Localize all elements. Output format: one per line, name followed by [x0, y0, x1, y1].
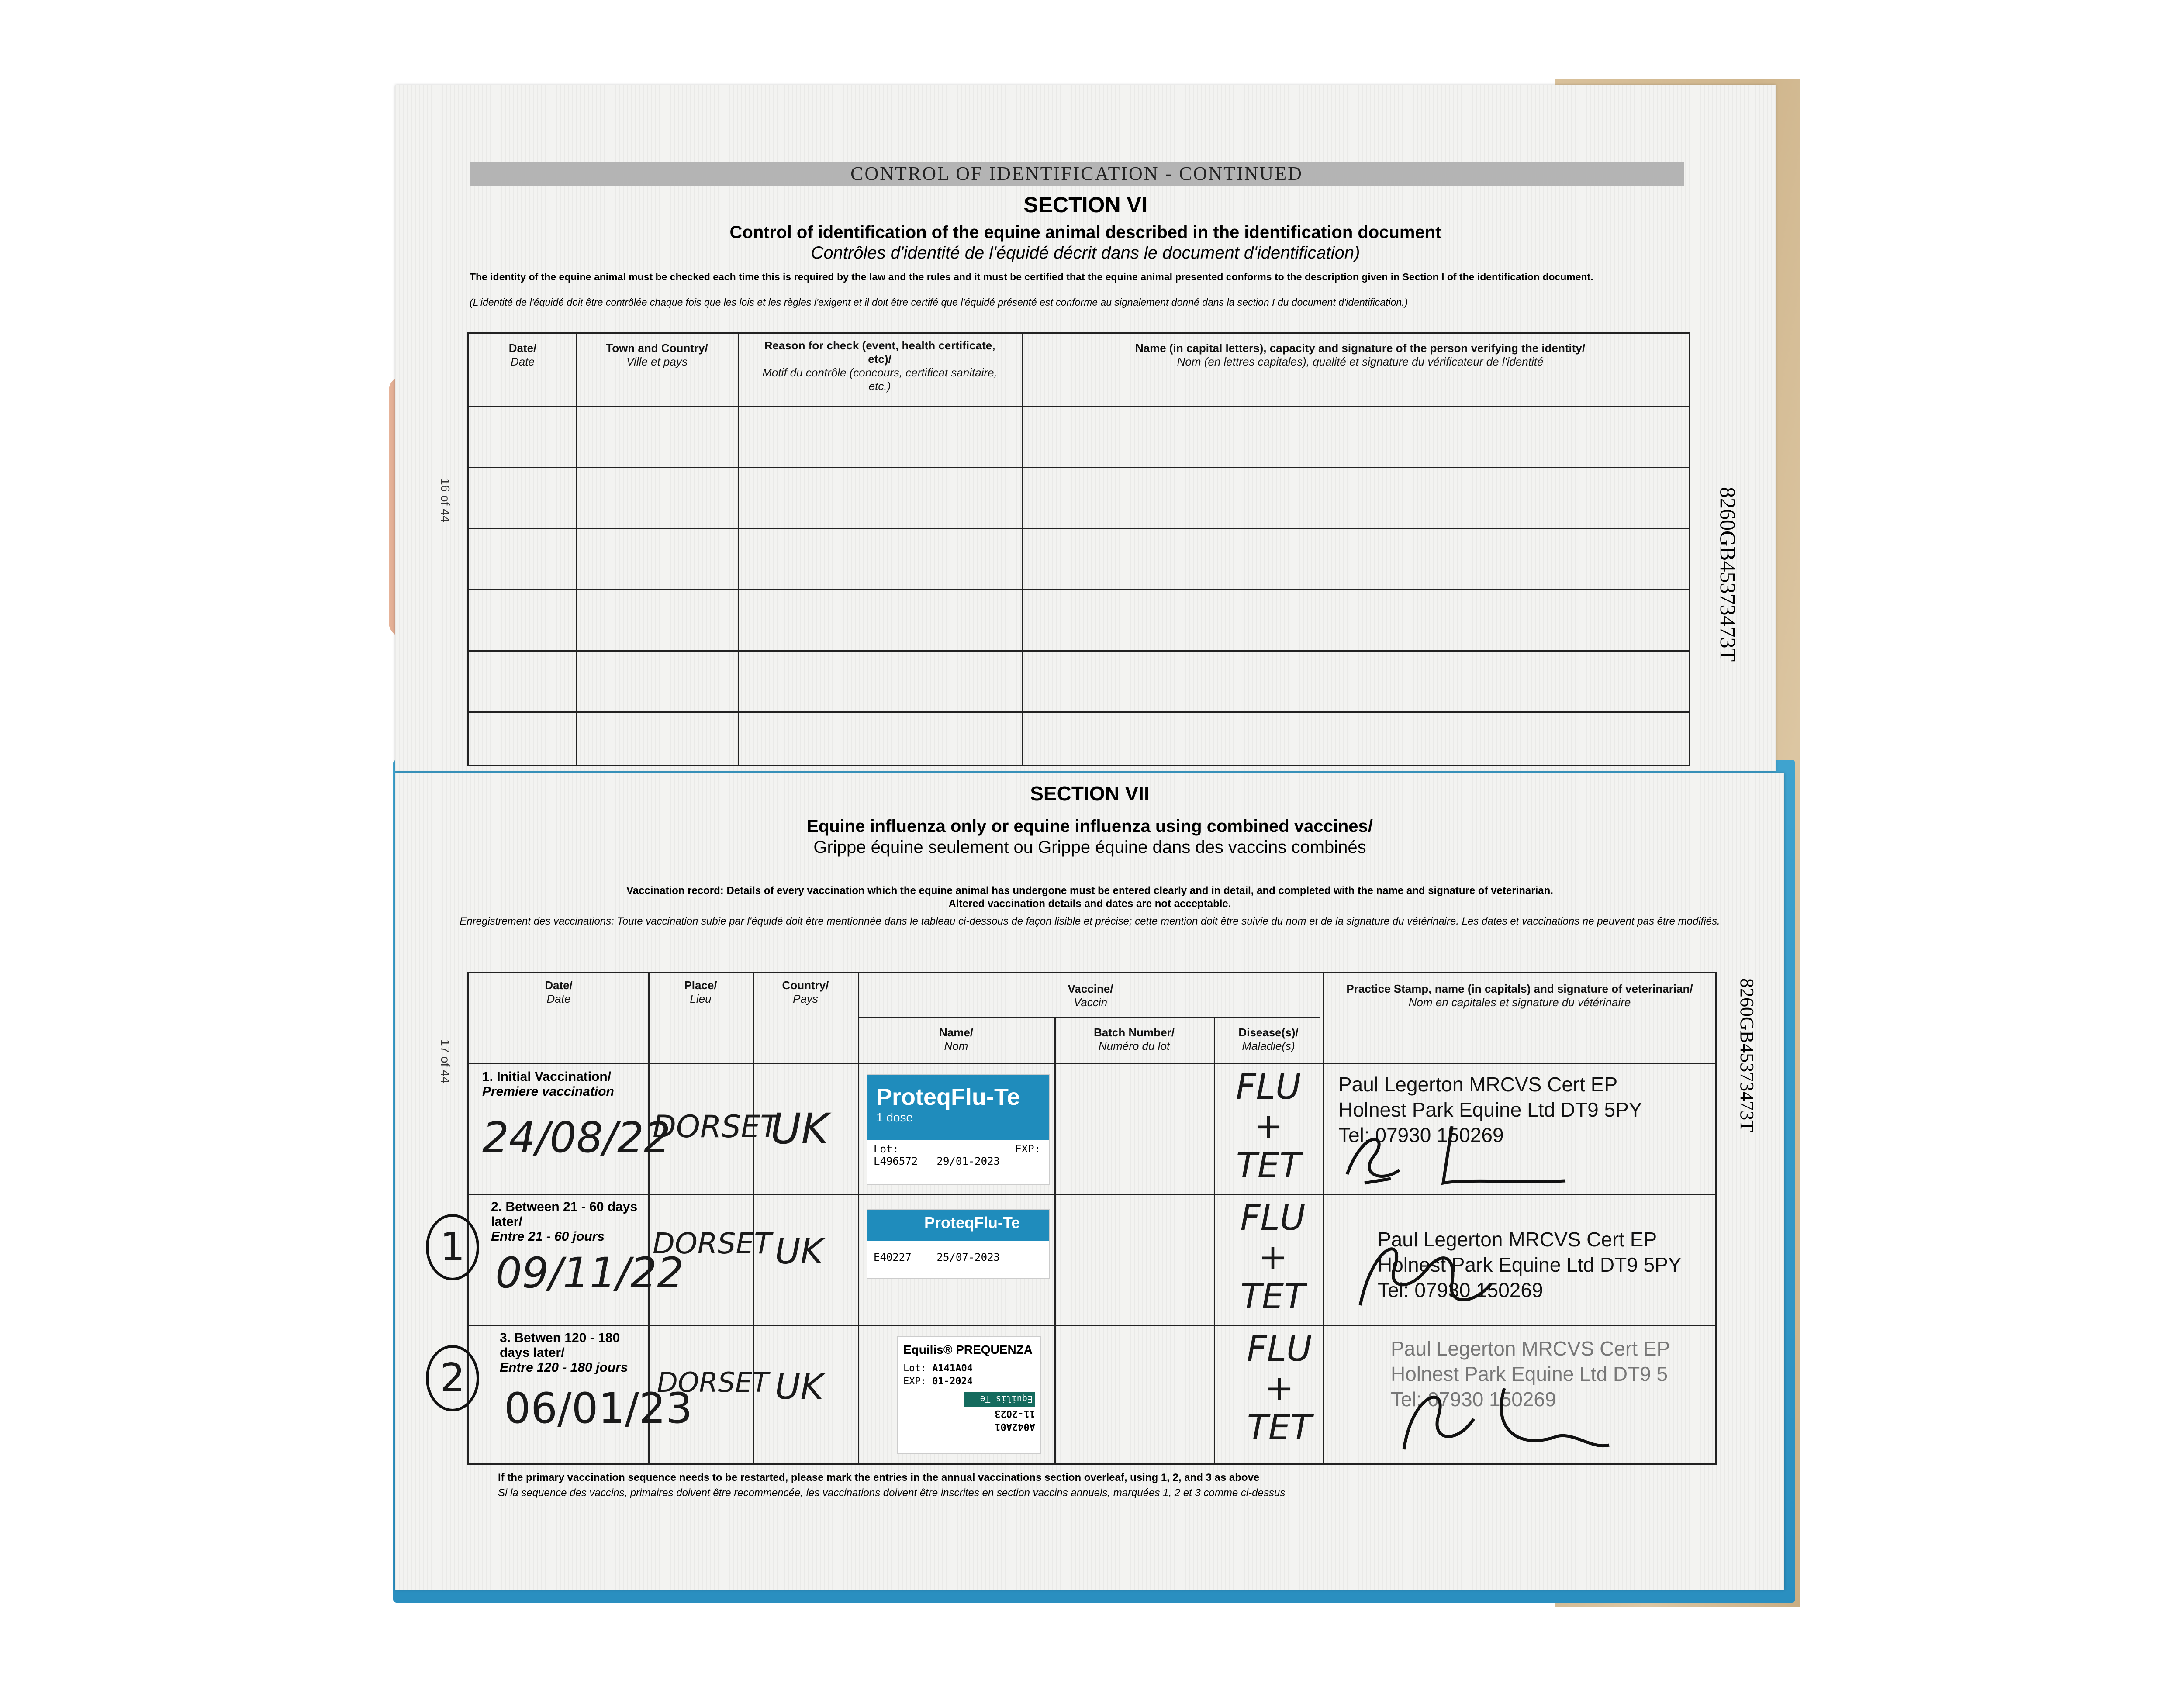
- row-1-lot-label: Lot:: [874, 1143, 899, 1155]
- vac-header-place: Place/ Lieu: [684, 979, 717, 1005]
- row-3-vaccine-brand: Equilis® PREQUENZA: [903, 1343, 1033, 1356]
- section-vi-instructions-en: The identity of the equine animal must be checked each time this is required by the law and the rules and it must be certified that the equine animal presented conforms to the description given in Section I of the identification document.: [470, 271, 1593, 283]
- row-1-practice-stamp: Paul Legerton MRCVS Cert EP Holnest Park Equine Ltd DT9 5PY Tel: 07930 150269: [1338, 1073, 1642, 1146]
- vaccination-notice-en: Vaccination record: Details of every vaccination which the equine animal has undergone must be entered clearly and in detail, and completed with the name and signature of veterinarian. Altered vaccination details and dates are not acceptable.: [626, 885, 1553, 910]
- restart-note-fr: Si la sequence des vaccins, primaires doivent être recommencée, les vaccinations doivent être inscrites en section vaccins annuels, marquées 1, 2 et 3 comme ci-dessus: [498, 1487, 1286, 1499]
- row-3-signature: [1391, 1366, 1618, 1463]
- row-1-label: 1. Initial Vaccination/ Premiere vaccination: [482, 1069, 614, 1099]
- vaccination-notice-fr: Enregistrement des vaccinations: Toute vaccination subie par l'équidé doit être mentionnée dans le tableau ci-dessous de façon lisible et précise; cette mention doit être suivie du nom et de la signature du vétérinaire. Les dates et vaccinations ne peuvent pas être modifiés.: [460, 915, 1720, 927]
- page-section-vi: [395, 85, 1776, 771]
- col-header-town-country: Town and Country/ Ville et pays: [606, 342, 708, 368]
- section-vii-heading-fr: Grippe équine seulement ou Grippe équine dans des vaccins combinés: [813, 838, 1366, 857]
- row-1-vaccine-dose: 1 dose: [876, 1111, 913, 1124]
- row-3-brand-b: Equilis Te: [964, 1392, 1035, 1407]
- identity-check-table: [467, 332, 1690, 766]
- row-1-vaccine-label: [867, 1074, 1050, 1185]
- row-2-label: 2. Between 21 - 60 days later/ Entre 21 - 60 jours: [491, 1200, 638, 1244]
- vac-header-country: Country/ Pays: [782, 979, 829, 1005]
- vac-header-vaccine: Vaccine/ Vaccin: [1068, 982, 1113, 1009]
- row-1-exp: 29/01-2023: [936, 1155, 1000, 1167]
- row-2-vaccine-label: [867, 1209, 1050, 1279]
- vac-header-batch: Batch Number/ Numéro du lot: [1094, 1026, 1175, 1052]
- col-header-date: Date/ Date: [508, 342, 537, 368]
- vac-header-disease: Disease(s)/ Maladie(s): [1238, 1026, 1299, 1052]
- row-3-exp: 01-2024: [932, 1376, 973, 1387]
- row-3-lot-label: Lot:: [903, 1363, 926, 1374]
- row-1-exp-label: EXP:: [1015, 1143, 1040, 1155]
- document-id-bottom: 8260GB45373473T: [1736, 978, 1758, 1132]
- row-3-exp-label: EXP:: [903, 1376, 926, 1387]
- vac-header-practice: Practice Stamp, name (in capitals) and signature of veterinarian/ Nom en capitales et signature du vétérinaire: [1346, 982, 1693, 1009]
- continued-banner: CONTROL OF IDENTIFICATION - CONTINUED: [470, 162, 1684, 186]
- vaccination-table: [467, 972, 1717, 1465]
- row-3-label: 3. Betwen 120 - 180 days later/ Entre 120 - 180 jours: [500, 1331, 628, 1375]
- page-number-17: 17 of 44: [439, 1039, 452, 1084]
- row-2-place: DORSET: [653, 1227, 772, 1260]
- row-1-vaccine-brand: ProteqFlu-Te: [876, 1084, 1020, 1110]
- row-3-practice-stamp: Paul Legerton MRCVS Cert EP Holnest Park Equine Ltd DT9 5 Tel: 07930 150269: [1391, 1337, 1670, 1411]
- row-2-exp: 25/07-2023: [936, 1251, 1000, 1263]
- vac-header-date: Date/ Date: [545, 979, 573, 1005]
- row-3-lot: A141A04: [932, 1363, 973, 1374]
- row-3-disease: FLU + TET: [1247, 1328, 1312, 1448]
- restart-note-en: If the primary vaccination sequence needs to be restarted, please mark the entries in the annual vaccinations section overleaf, using 1, 2, and 3 as above: [498, 1472, 1260, 1483]
- row-3-exp-b: 11-2023: [995, 1408, 1035, 1419]
- row-1-lot: L496572: [874, 1155, 918, 1167]
- section-vii-heading-en: Equine influenza only or equine influenza using combined vaccines/: [807, 817, 1373, 836]
- sequence-mark-2: 2: [426, 1345, 479, 1411]
- row-3-date: 06/01/23: [504, 1384, 693, 1433]
- row-1-country: UK: [771, 1104, 829, 1153]
- section-vi-heading-en: Control of identification of the equine animal described in the identification document: [729, 223, 1441, 242]
- row-1-place: DORSET: [653, 1109, 779, 1145]
- row-3-lot-b: A042A01: [995, 1421, 1035, 1432]
- row-2-disease: FLU + TET: [1240, 1197, 1306, 1317]
- section-vi-title: SECTION VI: [1023, 193, 1147, 217]
- row-3-place: DORSET: [657, 1366, 769, 1398]
- row-3-country: UK: [775, 1366, 824, 1407]
- section-vi-instructions-fr: (L'identité de l'équidé doit être contrôlée chaque fois que les lois et les règles l'exigent et il doit être certifé que l'équidé présenté est conforme au signalement donné dans la section I du document d'identification.): [470, 297, 1408, 308]
- row-2-date: 09/11/22: [495, 1249, 684, 1297]
- sequence-mark-1: 1: [426, 1214, 479, 1280]
- row-1-disease: FLU + TET: [1236, 1066, 1301, 1186]
- page-number-16: 16 of 44: [439, 478, 452, 523]
- row-2-country: UK: [775, 1231, 824, 1272]
- vac-header-name: Name/ Nom: [939, 1026, 974, 1052]
- row-2-signature: [1343, 1218, 1526, 1318]
- row-2-vaccine-brand: ProteqFlu-Te: [924, 1214, 1020, 1232]
- document-id-top: 8260GB45373473T: [1716, 487, 1740, 662]
- section-vi-heading-fr: Contrôles d'identité de l'équidé décrit dans le document d'identification): [811, 243, 1360, 262]
- page-section-vii: [395, 773, 1784, 1590]
- row-3-vaccine-label: [897, 1336, 1041, 1454]
- row-1-date: 24/08/22: [482, 1113, 671, 1162]
- section-vii-title: SECTION VII: [1030, 782, 1150, 805]
- col-header-reason: Reason for check (event, health certificate, etc)/ Motif du contrôle (concours, certificat sanitaire, etc.): [762, 339, 997, 393]
- row-2-lot: E40227: [874, 1251, 912, 1263]
- row-1-signature: [1338, 1118, 1644, 1192]
- col-header-verifier: Name (in capital letters), capacity and signature of the person verifying the identity/ Nom (en lettres capitales), qualité et signature du vérificateur de l'identité: [1135, 342, 1586, 368]
- row-2-practice-stamp: Paul Legerton MRCVS Cert EP Holnest Park Equine Ltd DT9 5PY Tel: 07930 150269: [1378, 1228, 1682, 1301]
